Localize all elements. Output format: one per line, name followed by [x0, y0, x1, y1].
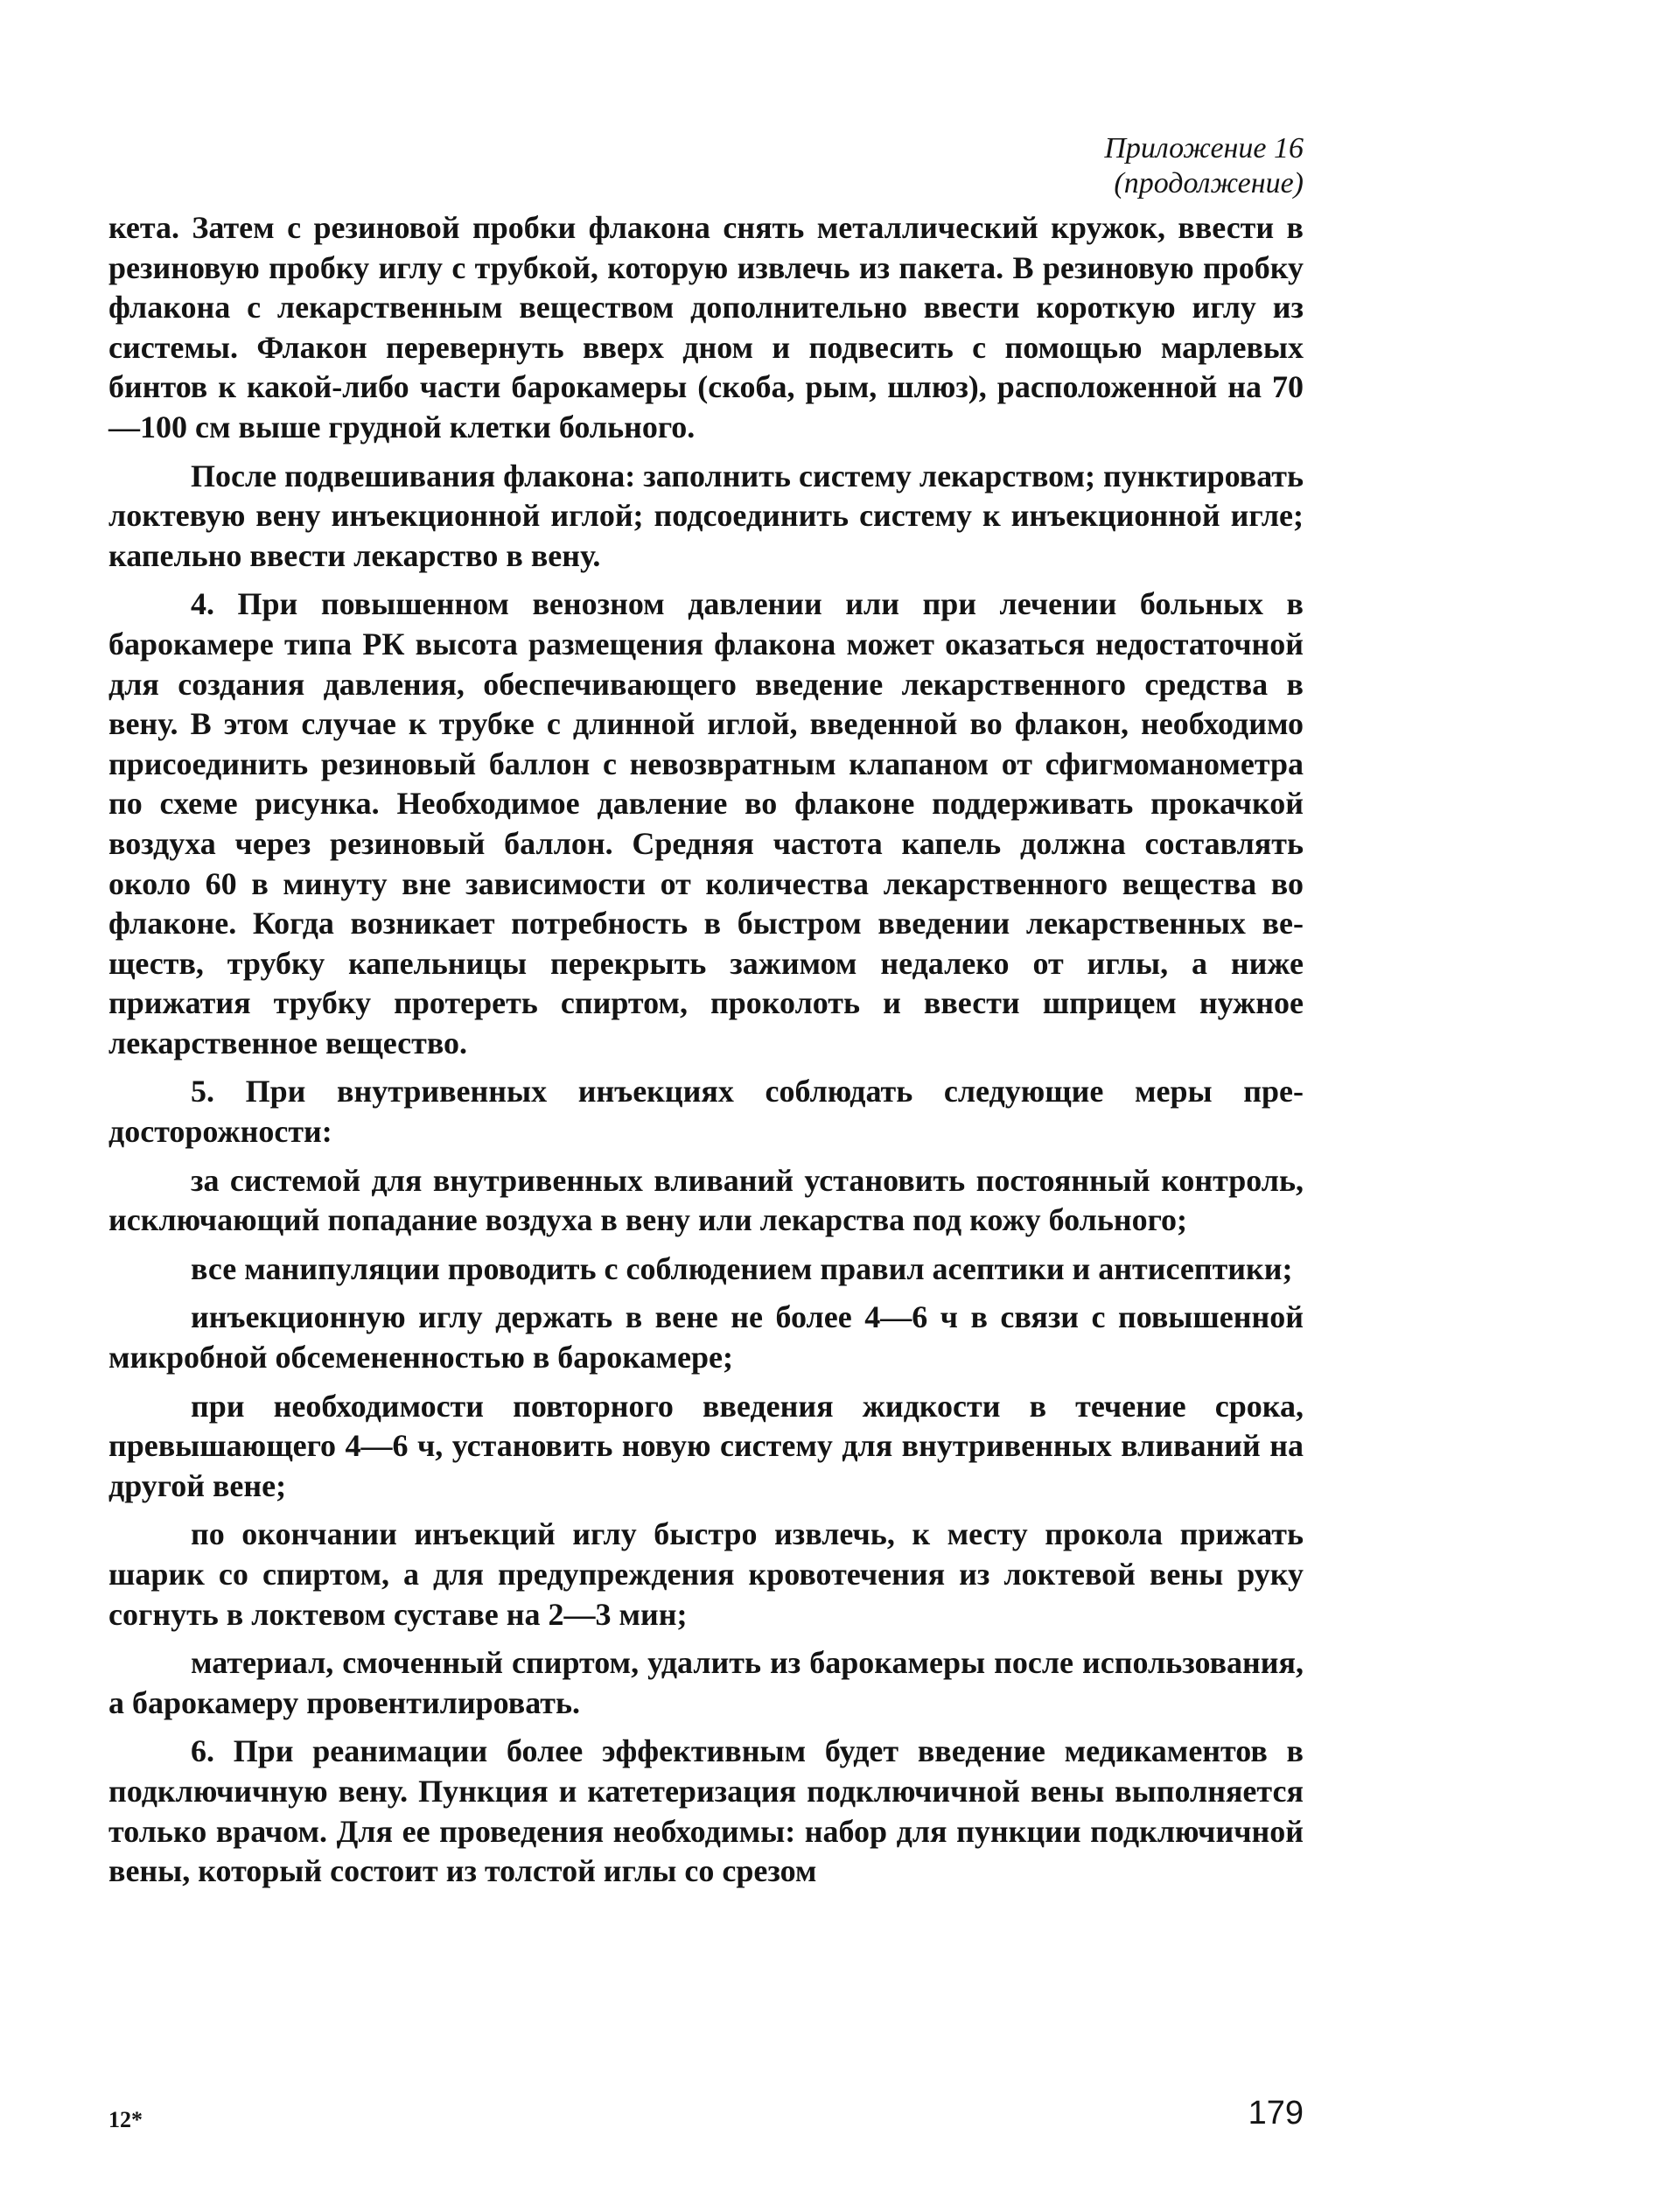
appendix-number: Приложение 16: [1104, 132, 1304, 164]
paragraph-precaution-control: за системой для внутривенных вливаний установить постоянный контроль, исключающий попадание воздуха в вену или лекарства под кожу больного;: [108, 1162, 1304, 1238]
paragraph-item-5: 5. При внутривенных инъекциях соблюдать следующие меры предосторожности:: [108, 1074, 1304, 1150]
page-number: 179: [1248, 2095, 1304, 2132]
paragraph-precaution-needle-time: инъекционную иглу держать в вене не более 4—6 ч в связи с повышенной микробной обсемененностью в барокамере;: [108, 1299, 1304, 1376]
paragraph-precaution-asepsis: все манипуляции проводить с соблюдением правил асептики и антисептики;: [191, 1250, 1293, 1286]
paragraph-precaution-material: материал, смоченный спиртом, удалить из барокамеры после использования, а барокамеру провентилировать.: [108, 1645, 1304, 1720]
paragraph-item-4: 4. При повышенном венозном давлении или при лечении больных в барокамере типа РК высота размещения флакона может оказаться недостаточной для создания давления, обеспечивающего введение лекарственного средства в вену. В этом случае к трубке с длинной иглой, введенной во флакон, необходимо присоединить резиновый баллон с невозвратным клапаном от сфигмоманометра по схеме рисунка. Необходимое давление во флаконе поддерживать прокачкой воздуха через резиновый баллон. Средняя частота капель должна составлять около 60 в минуту вне зависимости от количества лекарственного вещества во флаконе. Когда возникает потребность в быстром введении лекарственных веществ, трубку капельницы перекрыть зажимом недалеко от иглы, а ниже прижатия трубку протереть спиртом, проколоть и ввести шприцем нужное лекарственное вещество.: [108, 586, 1304, 1060]
paragraph-after-suspension: После подвешивания флакона: заполнить систему лекарством; пунктировать локтевую вену инъекционной иглой; подсоединить систему к инъекционной игле; капельно ввести лекарство в вену.: [108, 458, 1304, 573]
signature-mark: 12*: [108, 2107, 143, 2132]
paragraph-continuation: кета. Затем с резиновой пробки флакона снять металлический кружок, ввести в резиновую пробку иглу с трубкой, которую извлечь из пакета. В резиновую пробку флакона с лекарственным веществом дополнительно ввести короткую иглу из системы. Флакон перевернуть вверх дном и подвесить с помощью марлевых бинтов к какой-либо части барокамеры (скоба, рым, шлюз), расположенной на 70—100 см выше грудной клетки больного.: [108, 210, 1304, 444]
paragraph-precaution-withdraw: по окончании инъекций иглу быстро извлечь, к месту прокола прижать шарик со спиртом, а для предупреждения кровотечения из локтевой вены руку согнуть в локтевом суставе на 2—3 мин;: [108, 1516, 1304, 1632]
appendix-continuation: (продолжение): [1114, 167, 1304, 200]
paragraph-item-6: 6. При реанимации более эффективным будет введение медикаментов в подключичную вену. Пункция и катетеризация подключичной вены выполняется только врачом. Для ее проведения необходимы: набор для пункции подключичной вены, который состоит из толстой иглы со срезом: [108, 1733, 1304, 1889]
body-text: [108, 208, 1304, 1892]
document-page: [108, 131, 1304, 2170]
appendix-label: [1104, 131, 1304, 201]
paragraph-precaution-new-system: при необходимости повторного введения жидкости в течение срока, превышающего 4—6 ч, установить новую систему для внутривенных вливаний на другой вене;: [108, 1388, 1304, 1503]
